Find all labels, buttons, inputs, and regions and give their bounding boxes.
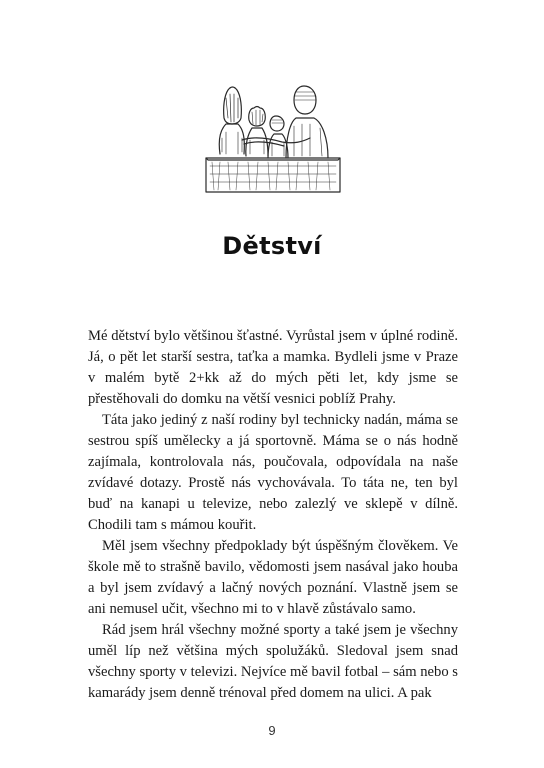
chapter-title: Dětství xyxy=(222,232,322,260)
paragraph: Mé dětství bylo většinou šťastné. Vyrůstal jsem v úplné rodině. Já, o pět let starší sestra, taťka a mamka. Bydleli jsme v Praze v malém bytě 2+kk až do mých pěti let, kdy jsme se přestěhovali do domku na větší vesnici poblíž Prahy. xyxy=(88,328,458,407)
paragraph: Táta jako jediný z naší rodiny byl technicky nadán, máma se sestrou spíš umělecky a já sportovně. Máma se o nás hodně zajímala, kontrolovala nás, poučovala, odpovídala na naše zvídavé dotazy. Prostě nás vychovávala. To táta ne, ten byl buď na kanapi u televize, nebo zalezlý ve sklepě v dílně. Chodili tam s mámou kouřit. xyxy=(88,412,458,533)
paragraph: Měl jsem všechny předpoklady být úspěšným člověkem. Ve škole mě to strašně bavilo, vědomosti jsem nasával jako houba a byl jsem zvídavý a lačný nových poznání. Vlastně jsem se ani nemusel učit, všechno mi to v hlavě zůstávalo samo. xyxy=(88,538,458,617)
page-number: 9 xyxy=(268,723,276,738)
family-sketch-icon xyxy=(198,78,348,196)
chapter-body xyxy=(88,326,458,704)
paragraph: Rád jsem hrál všechny možné sporty a také jsem je všechny uměl líp než většina mých spolužáků. Sledoval jsem snad všechny sporty v televizi. Nejvíce mě bavil fotbal – sám nebo s kamarády jsem denně trénoval před domem na ulici. A pak xyxy=(88,622,458,701)
